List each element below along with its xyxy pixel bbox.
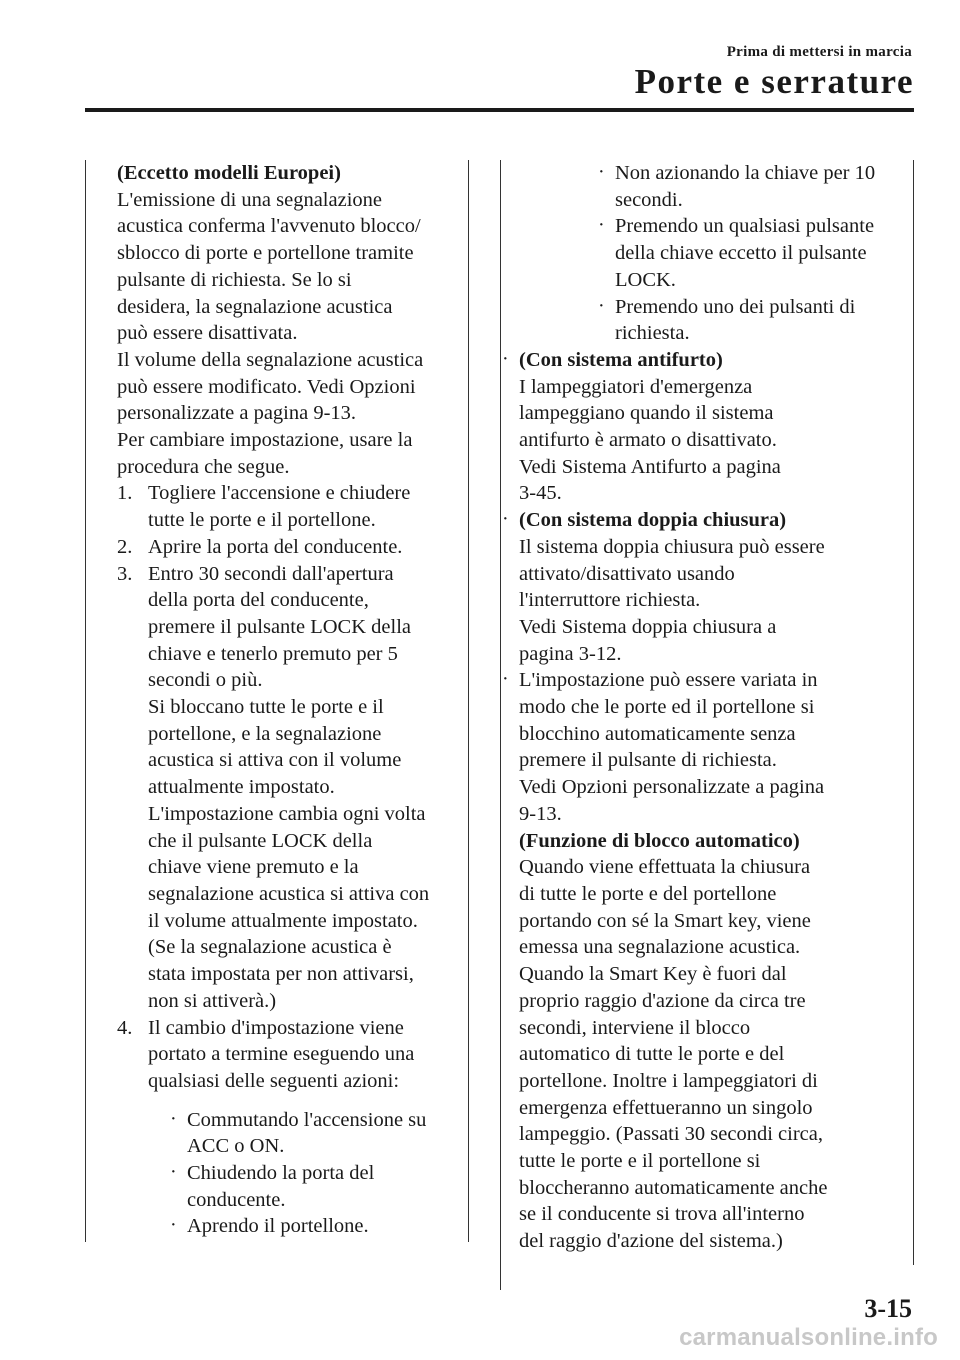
bullet-line: Quando viene effettuata la chiusura [519,856,811,879]
bullet-icon: · [502,347,509,370]
step-line: portellone, e la segnalazione [148,722,382,745]
step-line: non si attiverà.) [148,989,277,1012]
bullet-line: I lampeggiatori d'emergenza [519,375,753,398]
action-item [597,213,907,293]
bullet-line: portellone. Inoltre i lampeggiatori di [519,1069,818,1092]
bullet-line: conducente. [187,1188,286,1211]
step-line: qualsiasi delle seguenti azioni: [148,1069,400,1092]
body-line: personalizzate a pagina 9-13. [117,402,357,425]
body-line: può essere modificato. Vedi Opzioni [117,375,416,398]
bullet-line: Chiudendo la porta del [187,1162,375,1185]
action-list [117,1107,462,1241]
body-line: Il volume della segnalazione acustica [117,348,424,371]
body-line: procedura che segue. [117,455,290,478]
step-number: 1. [117,482,133,505]
bullet-line: lampeggio. (Passati 30 secondi circa, [519,1123,823,1146]
step-line: della porta del conducente, [148,589,369,612]
bullet-line: antifurto è armato o disattivato. [519,429,777,452]
bullet-line: bloccheranno automaticamente anche [519,1176,828,1199]
body-line: L'emissione di una segnalazione [117,188,382,211]
section-title: Prima di mettersi in marcia [726,44,912,60]
bullet-line: LOCK. [615,268,676,291]
bullet-line: tutte le porte e il portellone si [519,1150,761,1173]
step-line: stata impostata per non attivarsi, [148,963,414,986]
step-line: Si bloccano tutte le porte e il [148,696,384,719]
bullet-line: Quando la Smart Key è fuori dal [519,963,787,986]
bullet-line: Premendo un qualsiasi pulsante [615,215,875,238]
watermark: carmanualsonline.info [679,1324,938,1351]
bullet-line: secondi. [615,188,683,211]
bullet-line: pagina 3-12. [519,642,622,665]
step-line: premere il pulsante LOCK della [148,615,411,638]
bullet-line: modo che le porte ed il portellone si [519,696,815,719]
body-line: acustica conferma l'avvenuto blocco/ [117,215,421,238]
bullet-line: portando con sé la Smart key, viene [519,909,811,932]
body-line: sblocco di porte e portellone tramite [117,242,414,265]
left-column [117,160,462,1240]
action-item [169,1107,462,1160]
step-line: il volume attualmente impostato. [148,909,418,932]
bullet-line: lampeggiano quando il sistema [519,402,774,425]
step-line: portato a termine eseguendo una [148,1043,415,1066]
step-number: 4. [117,1016,133,1039]
bullet-line: emessa una segnalazione acustica. [519,936,801,959]
bullet-line: se il conducente si trova all'interno [519,1203,805,1226]
body-line: desidera, la segnalazione acustica [117,295,393,318]
bullet-line: Aprendo il portellone. [187,1215,369,1238]
action-item [597,294,907,347]
step-line: chiave e tenerlo premuto per 5 [148,642,398,665]
step-line: segnalazione acustica si attiva con [148,882,430,905]
step-line: secondi o più. [148,669,263,692]
action-item [597,160,907,213]
step-line: attualmente impostato. [148,776,335,799]
bullet-heading: (Con sistema antifurto) [519,348,723,371]
bullet-line: Vedi Sistema Antifurto a pagina [519,455,781,478]
action-list-continued [597,160,907,347]
bullet-line: della chiave eccetto il pulsante [615,242,867,265]
bullet-line: proprio raggio d'azione da circa tre [519,989,806,1012]
bullet-line: 9-13. [519,802,562,825]
bullet-icon: · [502,668,509,691]
right-column [502,160,907,1255]
bullet-line: blocchino automaticamente senza [519,722,796,745]
bullet-line: richiesta. [615,322,690,345]
step-number: 3. [117,562,133,585]
bullet-line: attivato/disattivato usando [519,562,735,585]
numbered-step [117,534,462,561]
bullet-line: Commutando l'accensione su [187,1108,427,1131]
antitheft-bullet [501,347,907,507]
bullet-line: 3-45. [519,482,562,505]
numbered-step [117,1015,462,1095]
bullet-line: L'impostazione può essere variata in [519,669,818,692]
bullet-heading: (Con sistema doppia chiusura) [519,509,787,532]
bullet-icon: · [170,1214,177,1237]
step-line: Entro 30 secondi dall'apertura [148,562,394,585]
bullet-icon: · [170,1107,177,1130]
bullet-line: del raggio d'azione del sistema.) [519,1230,783,1253]
bullet-line: automatico di tutte le porte e del [519,1043,785,1066]
column-divider-left [468,160,469,1242]
step-line: L'impostazione cambia ogni volta [148,802,426,825]
bullet-line: di tutte le porte e del portellone [519,882,777,905]
bullet-icon: · [598,294,605,317]
bullet-line: Il sistema doppia chiusura può essere [519,535,825,558]
body-line: può essere disattivata. [117,322,298,345]
bullet-heading: (Funzione di blocco automatico) [519,829,800,852]
right-margin-rule [913,160,914,1265]
left-margin-rule [85,160,86,1242]
action-item [169,1160,462,1213]
step-line: chiave viene premuto e la [148,856,359,879]
step-line: tutte le porte e il portellone. [148,509,376,532]
step-line: Togliere l'accensione e chiudere [148,482,411,505]
page-title: Porte e serrature [634,62,914,101]
bullet-line: Vedi Sistema doppia chiusura a [519,615,777,638]
bullet-line: Non azionando la chiave per 10 [615,162,876,184]
header-rule [85,108,914,112]
bullet-line: Vedi Opzioni personalizzate a pagina [519,776,825,799]
step-line: Aprire la porta del conducente. [148,535,403,558]
action-item [169,1213,462,1240]
bullet-icon: · [598,214,605,237]
step-number: 2. [117,535,133,558]
bullet-icon: · [502,508,509,531]
section-heading: (Eccetto modelli Europei) [117,162,341,184]
bullet-line: Premendo uno dei pulsanti di [615,295,856,318]
bullet-line: l'interruttore richiesta. [519,589,701,612]
page-number: 3-15 [864,1294,912,1323]
main-bullets [501,347,907,1255]
bullet-line: premere il pulsante di richiesta. [519,749,777,772]
step-line: Il cambio d'impostazione viene [148,1016,404,1039]
step-line: che il pulsante LOCK della [148,829,373,852]
bullet-line: emergenza effettueranno un singolo [519,1096,813,1119]
numbered-step [117,561,462,1015]
bullet-line: ACC o ON. [187,1135,285,1158]
bullet-icon: · [170,1161,177,1184]
double-lock-bullet [501,507,907,667]
step-line: acustica si attiva con il volume [148,749,402,772]
bullet-icon: · [598,161,605,183]
bullet-line: secondi, interviene il blocco [519,1016,751,1039]
body-line: pulsante di richiesta. Se lo si [117,268,352,291]
numbered-step [117,480,462,533]
step-line: (Se la segnalazione acustica è [148,936,392,959]
body-line: Per cambiare impostazione, usare la [117,429,413,452]
auto-lock-bullet [501,667,907,1254]
